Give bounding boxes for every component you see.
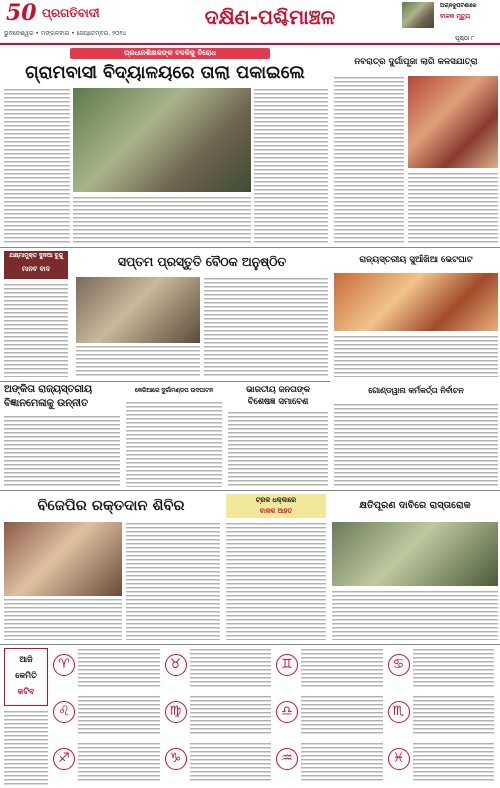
story-bjp-meet[interactable] (226, 383, 330, 488)
horoscope-sign-cell (275, 740, 385, 785)
story-school-lock[interactable] (0, 46, 330, 246)
story2-body-text-2 (408, 172, 498, 244)
story11-headline-line-2: ବାଳକ ଆହତ (259, 507, 293, 515)
story2-col-1 (334, 76, 404, 244)
story4-body-text-2 (204, 277, 328, 377)
twins-icon: ♊ (276, 654, 298, 676)
horoscope-sign-cell (164, 646, 274, 691)
story4-col-1 (76, 345, 200, 377)
story1-col-1 (4, 88, 70, 244)
scorpion-icon: ♏ (388, 701, 410, 723)
logo-paper-name: ପ୍ରଗତିବାଦୀ (42, 6, 100, 20)
teaser-line-2: ବାଳକ ମୃତ୍ୟୁ (440, 13, 471, 20)
divider-4 (0, 644, 500, 645)
story-blood-donation[interactable] (0, 492, 222, 642)
story7-col (126, 401, 222, 487)
section-title: ଦକ୍ଷିଣ-ପଶ୍ଚିମାଞ୍ଚଳ (204, 5, 336, 29)
story7-headline: କେରିଆରେ ଦୁର୍ଗାମଣ୍ଡପ ଉଦଘାଟନ (134, 388, 214, 394)
story10-headline: ବିଜେପିର ରକ୍ତଦାନ ଶିବିର (37, 497, 185, 514)
masthead-rule (0, 43, 500, 45)
story5-body-text (334, 335, 498, 377)
divider-1 (0, 247, 500, 248)
story11-body-text (226, 522, 326, 640)
horoscope-sign-text (413, 742, 495, 783)
scales-icon: ♎ (276, 701, 298, 723)
masthead (0, 0, 500, 45)
story9-body-text (334, 403, 498, 487)
divider-2 (0, 381, 330, 382)
story2-headline: ନବରାତ୍ର ଦୁର୍ଗାପୂଜା ଲାଗି କଳସଯାତ୍ରା (354, 57, 478, 67)
story11-headline-line-1: ଟ୍ରକ ଧକ୍କାରେ (255, 496, 297, 504)
story1-photo-protest (73, 88, 251, 192)
story-kalasha-yatra[interactable] (332, 46, 500, 246)
story5-col (334, 335, 498, 377)
story12-headline: କ୍ଷତିପୂରଣ ଦାବିରେ ରାସ୍ତାରୋକ (359, 500, 471, 511)
story12-body-text (332, 590, 498, 640)
horoscope-sign-text (190, 648, 272, 689)
story11-headline-box (226, 494, 326, 518)
story4-body-text (76, 345, 200, 377)
story-state-meet[interactable] (332, 249, 500, 379)
story9-col (334, 403, 498, 487)
ram-icon: ♈ (53, 654, 75, 676)
story1-body-text (4, 88, 70, 244)
story2-col-2 (408, 172, 498, 244)
goat-icon: ♑ (165, 748, 187, 770)
fish-icon: ♓ (388, 748, 410, 770)
bull-icon: ♉ (165, 654, 187, 676)
crab-icon: ♋ (388, 654, 410, 676)
story8-body-text (228, 411, 328, 487)
story3-headline-line-1: ଯକ୍ଷ୍ମାମୁକ୍ତ ଦୁନିଆ ବୁନ୍ଦୁ (9, 253, 63, 259)
story1-headline: ଗ୍ରାମବାସୀ ବିଦ୍ୟାଳୟରେ ତାଲା ପକାଇଲେ (25, 63, 305, 83)
story-truck-accident[interactable] (224, 492, 328, 642)
horoscope-title-line-1: ଆଜି (19, 655, 33, 664)
horoscope-sign-cell (52, 646, 162, 691)
story-gondwana-election[interactable] (332, 383, 500, 488)
story-durga-mandap[interactable] (124, 383, 224, 488)
horoscope-sign-text (301, 648, 383, 689)
horoscope-sign-text (190, 695, 272, 736)
horoscope-title-box (4, 648, 48, 706)
story4-col-2 (204, 277, 328, 377)
story3-body-text (4, 283, 68, 377)
story3-headline-line-2: ମାନବ ବାଦ (22, 265, 50, 273)
story12-photo-blockade (332, 522, 498, 586)
story5-headline: ରାଜ୍ୟସ୍ତରୀୟ ସୁଆଁଖିଆ ଭେଟଘାଟ (359, 255, 473, 265)
story1-body-text-2 (73, 196, 251, 244)
horoscope-strip[interactable] (0, 646, 500, 788)
story1-kicker: ପ୍ରଧାନଶିକ୍ଷକଙ୍କ ବଦଳିକୁ ବିରୋଧ (70, 48, 270, 59)
horoscope-sign-cell (387, 740, 497, 785)
story8-headline-line-2: ବିଶେଷଜ୍ଞ ସମାବେଶ (247, 396, 309, 406)
story8-headline-line-1: ଭାରତୀୟ ଜନତାଙ୍କ (246, 384, 310, 394)
story7-body-text (126, 401, 222, 487)
story1-col-2 (73, 196, 251, 244)
horoscope-title-line-2: କେମିତି (15, 671, 37, 680)
horoscope-byline-text (4, 710, 48, 786)
story1-body-text-3 (254, 88, 328, 244)
story12-col (332, 590, 498, 640)
story10-photo-camp (4, 522, 122, 596)
horoscope-sign-cell (52, 740, 162, 785)
horoscope-sign-text (78, 742, 160, 783)
story5-photo-gathering (334, 273, 498, 331)
horoscope-sign-text (78, 648, 160, 689)
story-tb-free[interactable] (0, 249, 72, 379)
story-road-blockade[interactable] (330, 492, 500, 642)
story9-headline: ଗୋଣ୍ଡୱାନା କର୍ମକର୍ତ୍ତା ନିର୍ବାଚନ (368, 386, 464, 395)
horoscope-sign-cell (164, 740, 274, 785)
horoscope-sign-text (190, 742, 272, 783)
maiden-icon: ♍ (165, 701, 187, 723)
story6-headline-line-2: ବିଜ୍ଞାନମେଳାକୁ ଉନ୍ନୀତ (4, 398, 88, 409)
story6-body-text (4, 415, 120, 487)
logo-anniversary-number: 50 (6, 2, 37, 24)
horoscope-sign-cell (387, 646, 497, 691)
horoscope-byline (4, 710, 48, 786)
story11-col (226, 522, 326, 640)
divider-3 (0, 490, 500, 491)
lion-icon: ♌ (53, 701, 75, 723)
story3-headline-box (4, 251, 68, 279)
story10-col-2 (126, 522, 220, 640)
teaser-thumbnail (402, 2, 434, 28)
horoscope-sign-text (413, 648, 495, 689)
horoscope-sign-cell (387, 693, 497, 738)
story2-photo-procession (408, 76, 498, 168)
horoscope-grid (52, 646, 498, 788)
horoscope-sign-cell (52, 693, 162, 738)
story10-col-1 (4, 598, 122, 640)
story-prep-meeting[interactable] (74, 249, 330, 379)
horoscope-sign-text (78, 695, 160, 736)
horoscope-sign-cell (164, 693, 274, 738)
story10-body-text (4, 598, 122, 640)
horoscope-sign-cell (275, 693, 385, 738)
horoscope-sign-text (413, 695, 495, 736)
story4-photo-meeting (76, 277, 200, 343)
archer-icon: ♐ (53, 748, 75, 770)
horoscope-sign-text (301, 695, 383, 736)
teaser-line-1: ଅଗ୍ନିଦୁର୍ଘଟଣାରେ (440, 3, 477, 9)
horoscope-sign-text (301, 742, 383, 783)
story10-body-text-2 (126, 522, 220, 640)
story6-col (4, 415, 120, 487)
horoscope-sign-cell (275, 646, 385, 691)
horoscope-title-line-3: କଟିବ (17, 687, 35, 696)
date-line: ଭୁବନେଶ୍ୱର • ମଙ୍ଗଳବାର • ସେପ୍ଟେମ୍ବର, ୨୦୨୪ (4, 30, 127, 37)
story6-headline-line-1: ଅଙ୍କିତା ରାଜ୍ୟସ୍ତରୀୟ (4, 384, 92, 395)
page-number: ପୃଷ୍ଠା ୮ (455, 35, 475, 42)
waterbearer-icon: ♒ (276, 748, 298, 770)
story1-col-3 (254, 88, 328, 244)
teaser-box[interactable] (400, 0, 500, 30)
story8-col (228, 411, 328, 487)
story4-headline: ସପ୍ତମ ପ୍ରସ୍ତୁତି ବୈଠକ ଅନୁଷ୍ଠିତ (117, 255, 287, 269)
story2-body-text (334, 76, 404, 244)
story3-col (4, 283, 68, 377)
paper-logo (6, 2, 112, 24)
story-science-fair[interactable] (0, 383, 122, 488)
